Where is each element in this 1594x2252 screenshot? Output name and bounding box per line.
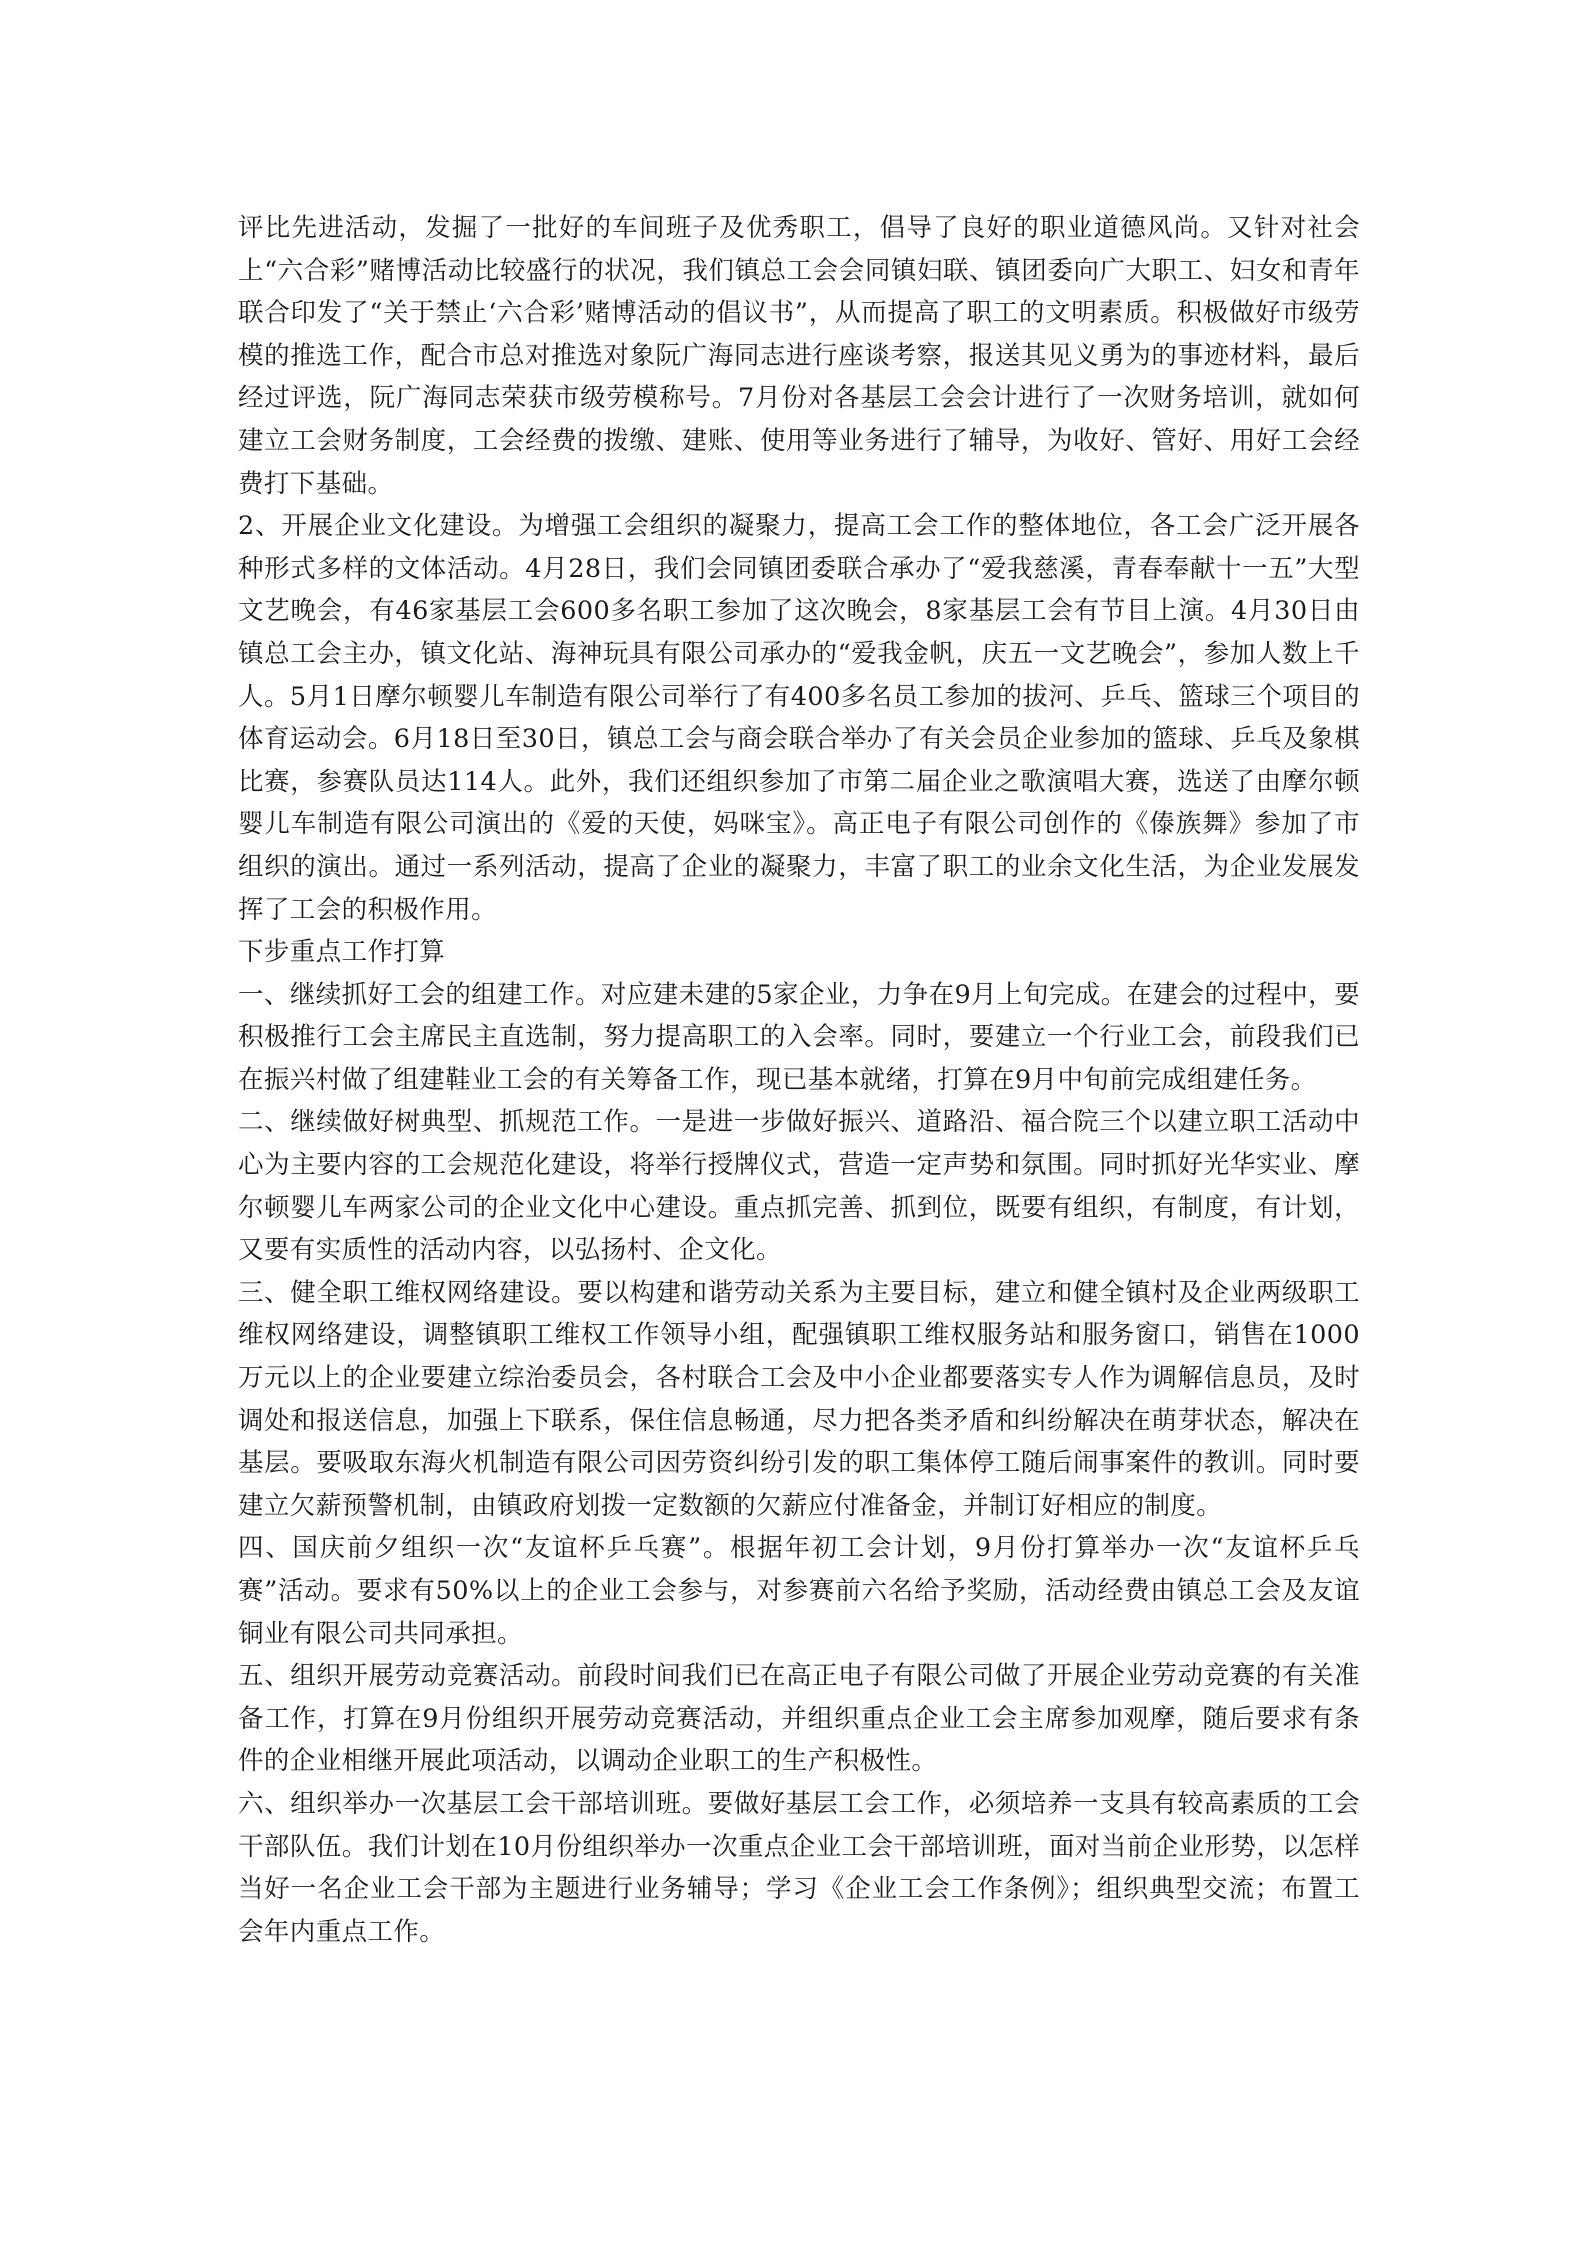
paragraph-item-1: 一、继续抓好工会的组建工作。对应建未建的5家企业，力争在9月上旬完成。在建会的过程中，要积极推行工会主席民主直选制，努力提高职工的入会率。同时，要建立一个行业工会，前段我们已在振兴村做了组建鞋业工会的有关筹备工作，现已基本就绪，打算在9月中旬前完成组建任务。: [238, 979, 1360, 1095]
paragraph-item-3: 三、健全职工维权网络建设。要以构建和谐劳动关系为主要目标，建立和健全镇村及企业两级职工维权网络建设，调整镇职工维权工作领导小组，配强镇职工维权服务站和服务窗口，销售在1000万元以上的企业要建立综治委员会，各村联合工会及中小企业都要落实专人作为调解信息员，及时调处和报送信息，加强上下联系，保住信息畅通，尽力把各类矛盾和纠纷解决在萌芽状态，解决在基层。要吸取东海火机制造有限公司因劳资纠纷引发的职工集体停工随后闹事案件的教训。同时要建立欠薪预警机制，由镇政府划拨一定数额的欠薪应付准备金，并制订好相应的制度。: [238, 1277, 1360, 1521]
paragraph-item-4: 四、国庆前夕组织一次“友谊杯乒乓赛”。根据年初工会计划，9月份打算举办一次“友谊杯乒乓赛”活动。要求有50%以上的企业工会参与，对参赛前六名给予奖励，活动经费由镇总工会及友谊铜业有限公司共同承担。: [238, 1533, 1360, 1649]
paragraph-item-6: 六、组织举办一次基层工会干部培训班。要做好基层工会工作，必须培养一支具有较高素质的工会干部队伍。我们计划在10月份组织举办一次重点企业工会干部培训班，面对当前企业形势，以怎样当好一名企业工会干部为主题进行业务辅导；学习《企业工会工作条例》；组织典型交流；布置工会年内重点工作。: [238, 1788, 1360, 1947]
paragraph-item-5: 五、组织开展劳动竞赛活动。前段时间我们已在高正电子有限公司做了开展企业劳动竞赛的有关准备工作，打算在9月份组织开展劳动竞赛活动，并组织重点企业工会主席参加观摩，随后要求有条件的企业相继开展此项活动，以调动企业职工的生产积极性。: [238, 1661, 1360, 1777]
document-body: [238, 207, 1360, 1953]
paragraph-item-2: 二、继续做好树典型、抓规范工作。一是进一步做好振兴、道路沿、福合院三个以建立职工活动中心为主要内容的工会规范化建设，将举行授牌仪式，营造一定声势和氛围。同时抓好光华实业、摩尔顿婴儿车两家公司的企业文化中心建设。重点抓完善、抓到位，既要有组织，有制度，有计划，又要有实质性的活动内容，以弘扬村、企文化。: [238, 1107, 1360, 1266]
paragraph-corporate-culture: 2、开展企业文化建设。为增强工会组织的凝聚力，提高工会工作的整体地位，各工会广泛开展各种形式多样的文体活动。4月28日，我们会同镇团委联合承办了“爱我慈溪，青春奉献十一五”大型文艺晚会，有46家基层工会600多名职工参加了这次晚会，8家基层工会有节目上演。4月30日由镇总工会主办，镇文化站、海神玩具有限公司承办的“爱我金帆，庆五一文艺晚会”，参加人数上千人。5月1日摩尔顿婴儿车制造有限公司举行了有400多名员工参加的拔河、乒乓、篮球三个项目的体育运动会。6月18日至30日，镇总工会与商会联合举办了有关会员企业参加的篮球、乒乓及象棋比赛，参赛队员达114人。此外，我们还组织参加了市第二届企业之歌演唱大赛，选送了由摩尔顿婴儿车制造有限公司演出的《爱的天使，妈咪宝》。高正电子有限公司创作的《傣族舞》参加了市组织的演出。通过一系列活动，提高了企业的凝聚力，丰富了职工的业余文化生活，为企业发展发挥了工会的积极作用。: [238, 511, 1360, 925]
section-heading-next-steps: 下步重点工作打算: [238, 937, 446, 968]
paragraph-continuation: 评比先进活动，发掘了一批好的车间班子及优秀职工，倡导了良好的职业道德风尚。又针对社会上“六合彩”赌博活动比较盛行的状况，我们镇总工会会同镇妇联、镇团委向广大职工、妇女和青年联合印发了“关于禁止‘六合彩’赌博活动的倡议书”，从而提高了职工的文明素质。积极做好市级劳模的推选工作，配合市总对推选对象阮广海同志进行座谈考察，报送其见义勇为的事迹材料，最后经过评选，阮广海同志荣获市级劳模称号。7月份对各基层工会会计进行了一次财务培训，就如何建立工会财务制度，工会经费的拨缴、建账、使用等业务进行了辅导，为收好、管好、用好工会经费打下基础。: [238, 213, 1360, 499]
